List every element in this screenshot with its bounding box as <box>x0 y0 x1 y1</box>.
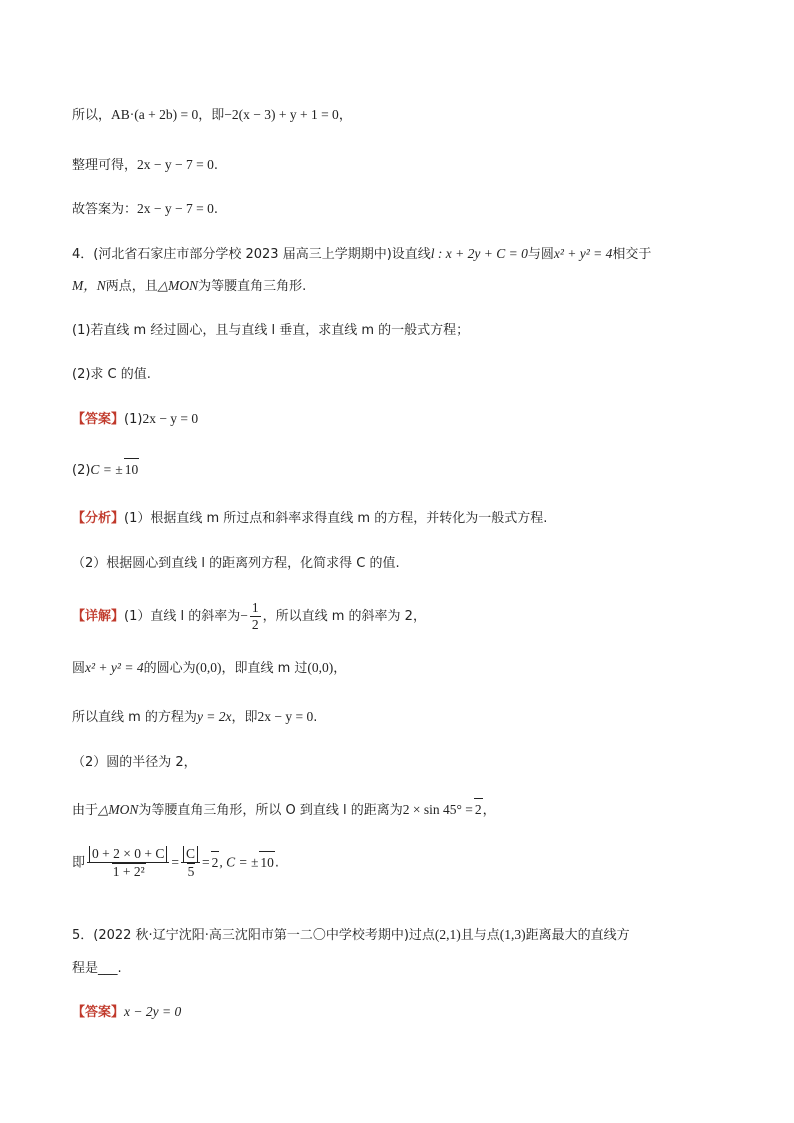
answer-5-line <box>72 1001 181 1024</box>
text: ，即 <box>231 710 258 725</box>
answer-line <box>72 408 198 431</box>
text: 程是___. <box>72 961 122 976</box>
math-expr: x² + y² = 4 <box>85 660 144 675</box>
text: 4．(河北省石家庄市部分学校 2023 届高三上学期期中)设直线 <box>72 247 431 262</box>
text: 距离最大的直线方 <box>525 928 630 943</box>
text: 整理可得， <box>72 158 138 173</box>
question-4-part-2 <box>72 364 151 386</box>
text: . <box>313 710 318 725</box>
fraction-numerator <box>87 846 169 863</box>
math-expr: x² + y² = 4 <box>553 246 613 261</box>
answer-line-2 <box>72 458 139 482</box>
fraction-numerator: 1 <box>251 600 259 615</box>
text: 故答案为： <box>72 202 138 217</box>
math-expr: (0,0) <box>195 660 222 675</box>
sqrt-expr: 2 <box>211 851 220 874</box>
text-line <box>72 154 218 177</box>
text: 5．(2022 秋·辽宁沈阳·高三沈阳市第一二〇中学校考期中)过点 <box>72 928 435 943</box>
math-expr: (0,0) <box>307 660 334 675</box>
text: ， <box>338 108 352 123</box>
analysis-line <box>72 508 547 530</box>
math-expr: , C = ± <box>219 854 259 870</box>
text: 两点，且 <box>105 279 158 294</box>
detail-line-3 <box>72 706 317 729</box>
text: (1）根据直线 m 所过点和斜率求得直线 m 的方程，并转化为一般式方程. <box>124 511 548 526</box>
math-sign: = <box>202 854 210 870</box>
detail-line-4 <box>72 752 197 774</box>
analysis-line-2 <box>72 553 400 575</box>
math-expr: y = 2x <box>196 709 232 724</box>
math-expr: 2x − y = 0 <box>142 411 199 426</box>
math-expr: (1,3) <box>499 927 526 942</box>
text: 相交于 <box>612 247 652 262</box>
fraction-denominator <box>87 863 169 880</box>
fraction-denominator: 2 <box>251 617 259 632</box>
question-4-stem-cont <box>72 275 306 298</box>
math-expr: C = ± <box>90 462 123 477</box>
text: 与圆 <box>527 247 554 262</box>
text: ， <box>482 803 496 818</box>
detail-line-6 <box>72 846 279 880</box>
math-sign: − <box>240 608 248 623</box>
math-expr: 2x − y = 0 <box>257 709 314 724</box>
fraction-numerator <box>181 846 200 863</box>
answer-tag: 【答案】 <box>72 1005 125 1020</box>
text: 为等腰直角三角形. <box>198 279 307 294</box>
fraction <box>87 846 169 880</box>
sqrt-expr: 5 <box>187 864 195 879</box>
text: (2) <box>72 463 91 478</box>
text: . <box>213 202 218 217</box>
text-line <box>72 198 218 221</box>
text: (1)若直线 m 经过圆心，且与直线 l 垂直，求直线 m 的一般式方程； <box>72 323 470 338</box>
abs-expr: C <box>183 846 198 862</box>
sqrt-expr: 2 <box>474 798 483 821</box>
abs-expr: 0 + 2 × 0 + C <box>89 846 167 862</box>
fraction <box>181 846 200 880</box>
detail-line <box>72 600 426 633</box>
math-expr: 2 × sin 45° = <box>402 802 473 817</box>
math-expr: M，N <box>72 278 106 293</box>
text: ，即 <box>198 108 225 123</box>
text-line <box>72 104 352 127</box>
detail-line-5 <box>72 798 496 822</box>
text: ， <box>333 661 347 676</box>
analysis-tag: 【分析】 <box>72 511 125 526</box>
math-expr: −2(x − 3) + y + 1 = 0 <box>224 107 339 122</box>
text: (2)求 C 的值. <box>72 367 151 382</box>
text: （2）根据圆心到直线 l 的距离列方程，化简求得 C 的值. <box>72 556 400 571</box>
text: （2）圆的半径为 2， <box>72 755 197 770</box>
math-expr: AB·(a + 2b) = 0 <box>111 107 199 122</box>
question-4-part-1 <box>72 320 469 342</box>
detail-tag: 【详解】 <box>72 609 125 624</box>
sqrt-expr: 1 + 2² <box>112 864 145 879</box>
text: (1) <box>124 412 143 427</box>
text: (1）直线 l 的斜率为 <box>124 609 241 624</box>
math-expr: △MON <box>98 802 139 817</box>
math-expr: 2x − y − 7 = 0 <box>137 157 214 172</box>
math-expr: l : x + 2y + C = 0 <box>430 246 528 261</box>
question-5-stem-cont <box>72 958 122 980</box>
text: 所以直线 m 的方程为 <box>72 710 197 725</box>
question-5-stem <box>72 924 630 947</box>
text: . <box>274 855 280 871</box>
math-expr: x − 2y = 0 <box>124 1004 182 1019</box>
text: 所以， <box>72 108 112 123</box>
fraction-denominator <box>181 863 200 880</box>
math-expr: △MON <box>157 278 199 293</box>
text: 为等腰直角三角形，所以 O 到直线 l 的距离为 <box>138 803 403 818</box>
text: ，所以直线 m 的斜率为 2， <box>262 609 426 624</box>
text: ，即直线 m 过 <box>221 661 308 676</box>
text: 的圆心为 <box>143 661 196 676</box>
question-4-stem <box>72 243 651 266</box>
sqrt-expr: 10 <box>124 458 140 481</box>
fraction <box>250 600 261 633</box>
answer-tag: 【答案】 <box>72 412 125 427</box>
math-sign: = <box>171 854 179 870</box>
math-expr: 2x − y − 7 = 0 <box>137 201 214 216</box>
sqrt-expr: 10 <box>259 851 275 874</box>
text: 即 <box>72 855 86 871</box>
detail-line-2 <box>72 657 346 680</box>
text: . <box>213 158 218 173</box>
math-expr: (2,1) <box>434 927 461 942</box>
text: 且与点 <box>460 928 500 943</box>
text: 由于 <box>72 803 99 818</box>
text: 圆 <box>72 661 86 676</box>
